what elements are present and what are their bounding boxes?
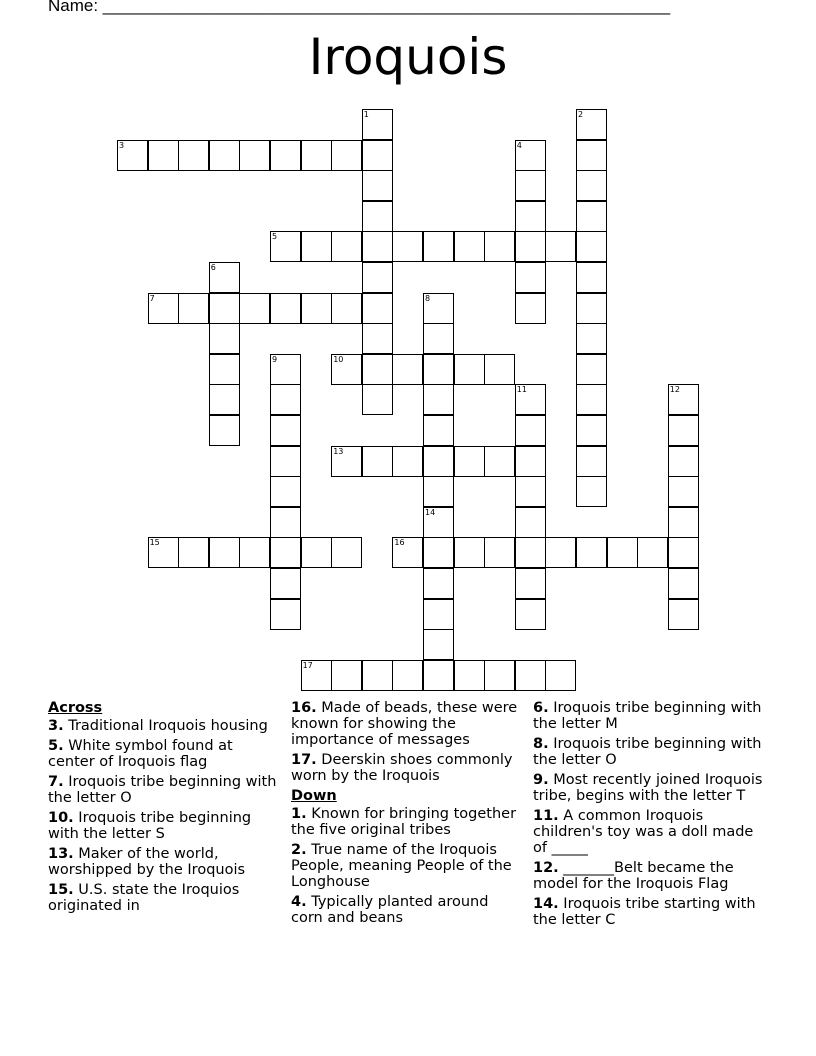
clue-number: 2: [578, 110, 584, 119]
grid-cell[interactable]: [668, 507, 699, 538]
grid-cell[interactable]: [576, 201, 607, 232]
grid-cell[interactable]: [668, 384, 699, 415]
grid-cell[interactable]: [668, 446, 699, 477]
grid-cell[interactable]: [362, 140, 393, 171]
grid-cell[interactable]: [576, 415, 607, 446]
grid-cell[interactable]: [331, 537, 362, 568]
down-clue-2: 2. True name of the Iroquois People, meaning People of the Longhouse: [291, 842, 512, 890]
grid-cell[interactable]: [270, 568, 301, 599]
clue-number: 7: [149, 293, 155, 303]
grid-cell[interactable]: [209, 354, 240, 385]
grid-cell[interactable]: [637, 537, 668, 568]
grid-cell[interactable]: [362, 354, 393, 385]
grid-cell[interactable]: [362, 109, 393, 140]
grid-cell[interactable]: [392, 446, 423, 477]
grid-cell[interactable]: [576, 140, 607, 171]
grid-cell[interactable]: [576, 262, 607, 293]
grid-cell[interactable]: [423, 568, 454, 599]
grid-cell[interactable]: [545, 660, 576, 691]
grid-cell[interactable]: [484, 354, 515, 385]
grid-cell[interactable]: [331, 354, 362, 385]
grid-cell[interactable]: [484, 537, 515, 568]
grid-cell[interactable]: [362, 446, 393, 477]
grid-cell[interactable]: [515, 170, 546, 201]
grid-cell[interactable]: [423, 415, 454, 446]
grid-cell[interactable]: [209, 323, 240, 354]
grid-cell[interactable]: [270, 446, 301, 477]
down-clue-9: 9. Most recently joined Iroquois tribe, begins with the letter T: [533, 772, 763, 804]
across-clue-10: 10. Iroquois tribe beginning with the letter S: [48, 810, 252, 842]
grid-cell[interactable]: [209, 293, 240, 324]
grid-cell[interactable]: [515, 660, 546, 691]
grid-cell[interactable]: [178, 537, 209, 568]
grid-cell[interactable]: [117, 140, 148, 171]
grid-cell[interactable]: [178, 140, 209, 171]
grid-cell[interactable]: [668, 415, 699, 446]
grid-cell[interactable]: [301, 293, 332, 324]
clue-number: 1: [363, 110, 369, 119]
grid-cell[interactable]: [301, 140, 332, 171]
grid-cell[interactable]: [331, 231, 362, 262]
grid-cell[interactable]: [515, 599, 546, 630]
grid-cell[interactable]: [331, 660, 362, 691]
grid-cell[interactable]: [484, 660, 515, 691]
clue-number: 17: [302, 660, 313, 670]
grid-cell[interactable]: [484, 446, 515, 477]
clue-column-3: [533, 700, 765, 932]
clue-column-1: [48, 700, 280, 918]
grid-cell[interactable]: [270, 599, 301, 630]
grid-cell[interactable]: [362, 660, 393, 691]
grid-cell[interactable]: [148, 293, 179, 324]
grid-cell[interactable]: [668, 476, 699, 507]
grid-cell[interactable]: [515, 415, 546, 446]
down-clue-12: 12. _______Belt became the model for the Iroquois Flag: [533, 860, 734, 892]
down-clue-6: 6. Iroquois tribe beginning with the letter M: [533, 700, 762, 732]
grid-cell[interactable]: [301, 537, 332, 568]
grid-cell[interactable]: [668, 568, 699, 599]
grid-cell[interactable]: [239, 537, 270, 568]
clue-column-2: [291, 700, 523, 930]
grid-cell[interactable]: [454, 446, 485, 477]
grid-cell[interactable]: [515, 537, 546, 568]
grid-cell[interactable]: [423, 660, 454, 691]
grid-cell[interactable]: [668, 537, 699, 568]
grid-cell[interactable]: [576, 170, 607, 201]
grid-cell[interactable]: [576, 476, 607, 507]
down-clue-8: 8. Iroquois tribe beginning with the letter O: [533, 736, 762, 768]
grid-cell[interactable]: [270, 231, 301, 262]
down-clue-11: 11. A common Iroquois children's toy was a doll made of _____: [533, 808, 754, 856]
grid-cell[interactable]: [362, 170, 393, 201]
grid-cell[interactable]: [148, 140, 179, 171]
grid-cell[interactable]: [423, 354, 454, 385]
grid-cell[interactable]: [484, 231, 515, 262]
clue-number: 12: [669, 385, 680, 395]
grid-cell[interactable]: [178, 293, 209, 324]
grid-cell[interactable]: [362, 262, 393, 293]
grid-cell[interactable]: [362, 384, 393, 415]
clue-number: 3: [119, 140, 125, 150]
grid-cell[interactable]: [209, 262, 240, 293]
clue-number: 8: [425, 293, 431, 303]
grid-cell[interactable]: [515, 507, 546, 538]
grid-cell[interactable]: [209, 415, 240, 446]
across-clue-5: 5. White symbol found at center of Iroquois flag: [48, 738, 233, 770]
grid-cell[interactable]: [576, 293, 607, 324]
grid-cell[interactable]: [239, 140, 270, 171]
grid-cell[interactable]: [607, 537, 638, 568]
grid-cell[interactable]: [362, 231, 393, 262]
grid-cell[interactable]: [301, 660, 332, 691]
grid-cell[interactable]: [331, 140, 362, 171]
grid-cell[interactable]: [454, 354, 485, 385]
down-clue-4: 4. Typically planted around corn and beans: [291, 894, 489, 926]
name-field-label: Name: ____________________________________________________________: [48, 0, 671, 15]
grid-cell[interactable]: [423, 476, 454, 507]
clue-number: 5: [272, 232, 278, 242]
grid-cell[interactable]: [454, 537, 485, 568]
grid-cell[interactable]: [392, 354, 423, 385]
grid-cell[interactable]: [668, 599, 699, 630]
across-clue-15: 15. U.S. state the Iroquios originated in: [48, 882, 240, 914]
grid-cell[interactable]: [270, 537, 301, 568]
down-clue-14: 14. Iroquois tribe starting with the letter C: [533, 896, 756, 928]
grid-cell[interactable]: [576, 231, 607, 262]
grid-cell[interactable]: [270, 415, 301, 446]
clue-number: 9: [272, 354, 278, 364]
grid-cell[interactable]: [545, 231, 576, 262]
grid-cell[interactable]: [423, 537, 454, 568]
clue-number: 14: [425, 507, 436, 517]
clue-number: 11: [516, 385, 527, 395]
grid-cell[interactable]: [331, 446, 362, 477]
grid-cell[interactable]: [515, 201, 546, 232]
grid-cell[interactable]: [454, 660, 485, 691]
grid-cell[interactable]: [270, 293, 301, 324]
clue-number: 10: [333, 354, 344, 364]
grid-cell[interactable]: [392, 231, 423, 262]
grid-cell[interactable]: [362, 323, 393, 354]
grid-cell[interactable]: [576, 109, 607, 140]
grid-cell[interactable]: [515, 384, 546, 415]
across-clue-7: 7. Iroquois tribe beginning with the letter O: [48, 774, 277, 806]
grid-cell[interactable]: [423, 323, 454, 354]
grid-cell[interactable]: [576, 384, 607, 415]
grid-cell[interactable]: [515, 140, 546, 171]
grid-cell[interactable]: [331, 293, 362, 324]
grid-cell[interactable]: [423, 599, 454, 630]
grid-cell[interactable]: [270, 354, 301, 385]
grid-cell[interactable]: [209, 140, 240, 171]
page-title: Iroquois: [308, 28, 508, 86]
across-clue-17: 17. Deerskin shoes commonly worn by the Iroquois: [291, 752, 513, 784]
grid-cell[interactable]: [423, 629, 454, 660]
grid-cell[interactable]: [576, 354, 607, 385]
grid-cell[interactable]: [545, 537, 576, 568]
grid-cell[interactable]: [270, 140, 301, 171]
across-clue-13: 13. Maker of the world, worshipped by the Iroquois: [48, 846, 246, 878]
grid-cell[interactable]: [515, 262, 546, 293]
grid-cell[interactable]: [423, 384, 454, 415]
grid-cell[interactable]: [576, 323, 607, 354]
clue-number: 16: [394, 538, 405, 548]
down-header: Down: [291, 788, 337, 804]
grid-cell[interactable]: [515, 446, 546, 477]
grid-cell[interactable]: [148, 537, 179, 568]
grid-cell[interactable]: [362, 293, 393, 324]
down-clue-1: 1. Known for bringing together the five original tribes: [291, 806, 517, 838]
grid-cell[interactable]: [423, 446, 454, 477]
grid-cell[interactable]: [209, 537, 240, 568]
grid-cell[interactable]: [515, 293, 546, 324]
grid-cell[interactable]: [515, 231, 546, 262]
grid-cell[interactable]: [576, 537, 607, 568]
grid-cell[interactable]: [454, 231, 485, 262]
clue-number: 6: [210, 263, 216, 272]
grid-cell[interactable]: [515, 476, 546, 507]
grid-cell[interactable]: [362, 201, 393, 232]
grid-cell[interactable]: [392, 660, 423, 691]
grid-cell[interactable]: [423, 507, 454, 538]
grid-cell[interactable]: [270, 384, 301, 415]
grid-cell[interactable]: [270, 507, 301, 538]
clue-number: 13: [333, 446, 344, 456]
grid-cell[interactable]: [239, 293, 270, 324]
grid-cell[interactable]: [515, 568, 546, 599]
clue-number: 15: [149, 538, 160, 548]
grid-cell[interactable]: [423, 293, 454, 324]
grid-cell[interactable]: [392, 537, 423, 568]
grid-cell[interactable]: [423, 231, 454, 262]
across-clue-16: 16. Made of beads, these were known for showing the importance of messages: [291, 700, 518, 748]
grid-cell[interactable]: [270, 476, 301, 507]
grid-cell[interactable]: [209, 384, 240, 415]
grid-cell[interactable]: [576, 446, 607, 477]
clue-number: 4: [516, 140, 522, 150]
across-clue-3: 3. Traditional Iroquois housing: [48, 718, 268, 734]
grid-cell[interactable]: [301, 231, 332, 262]
across-header: Across: [48, 700, 103, 716]
